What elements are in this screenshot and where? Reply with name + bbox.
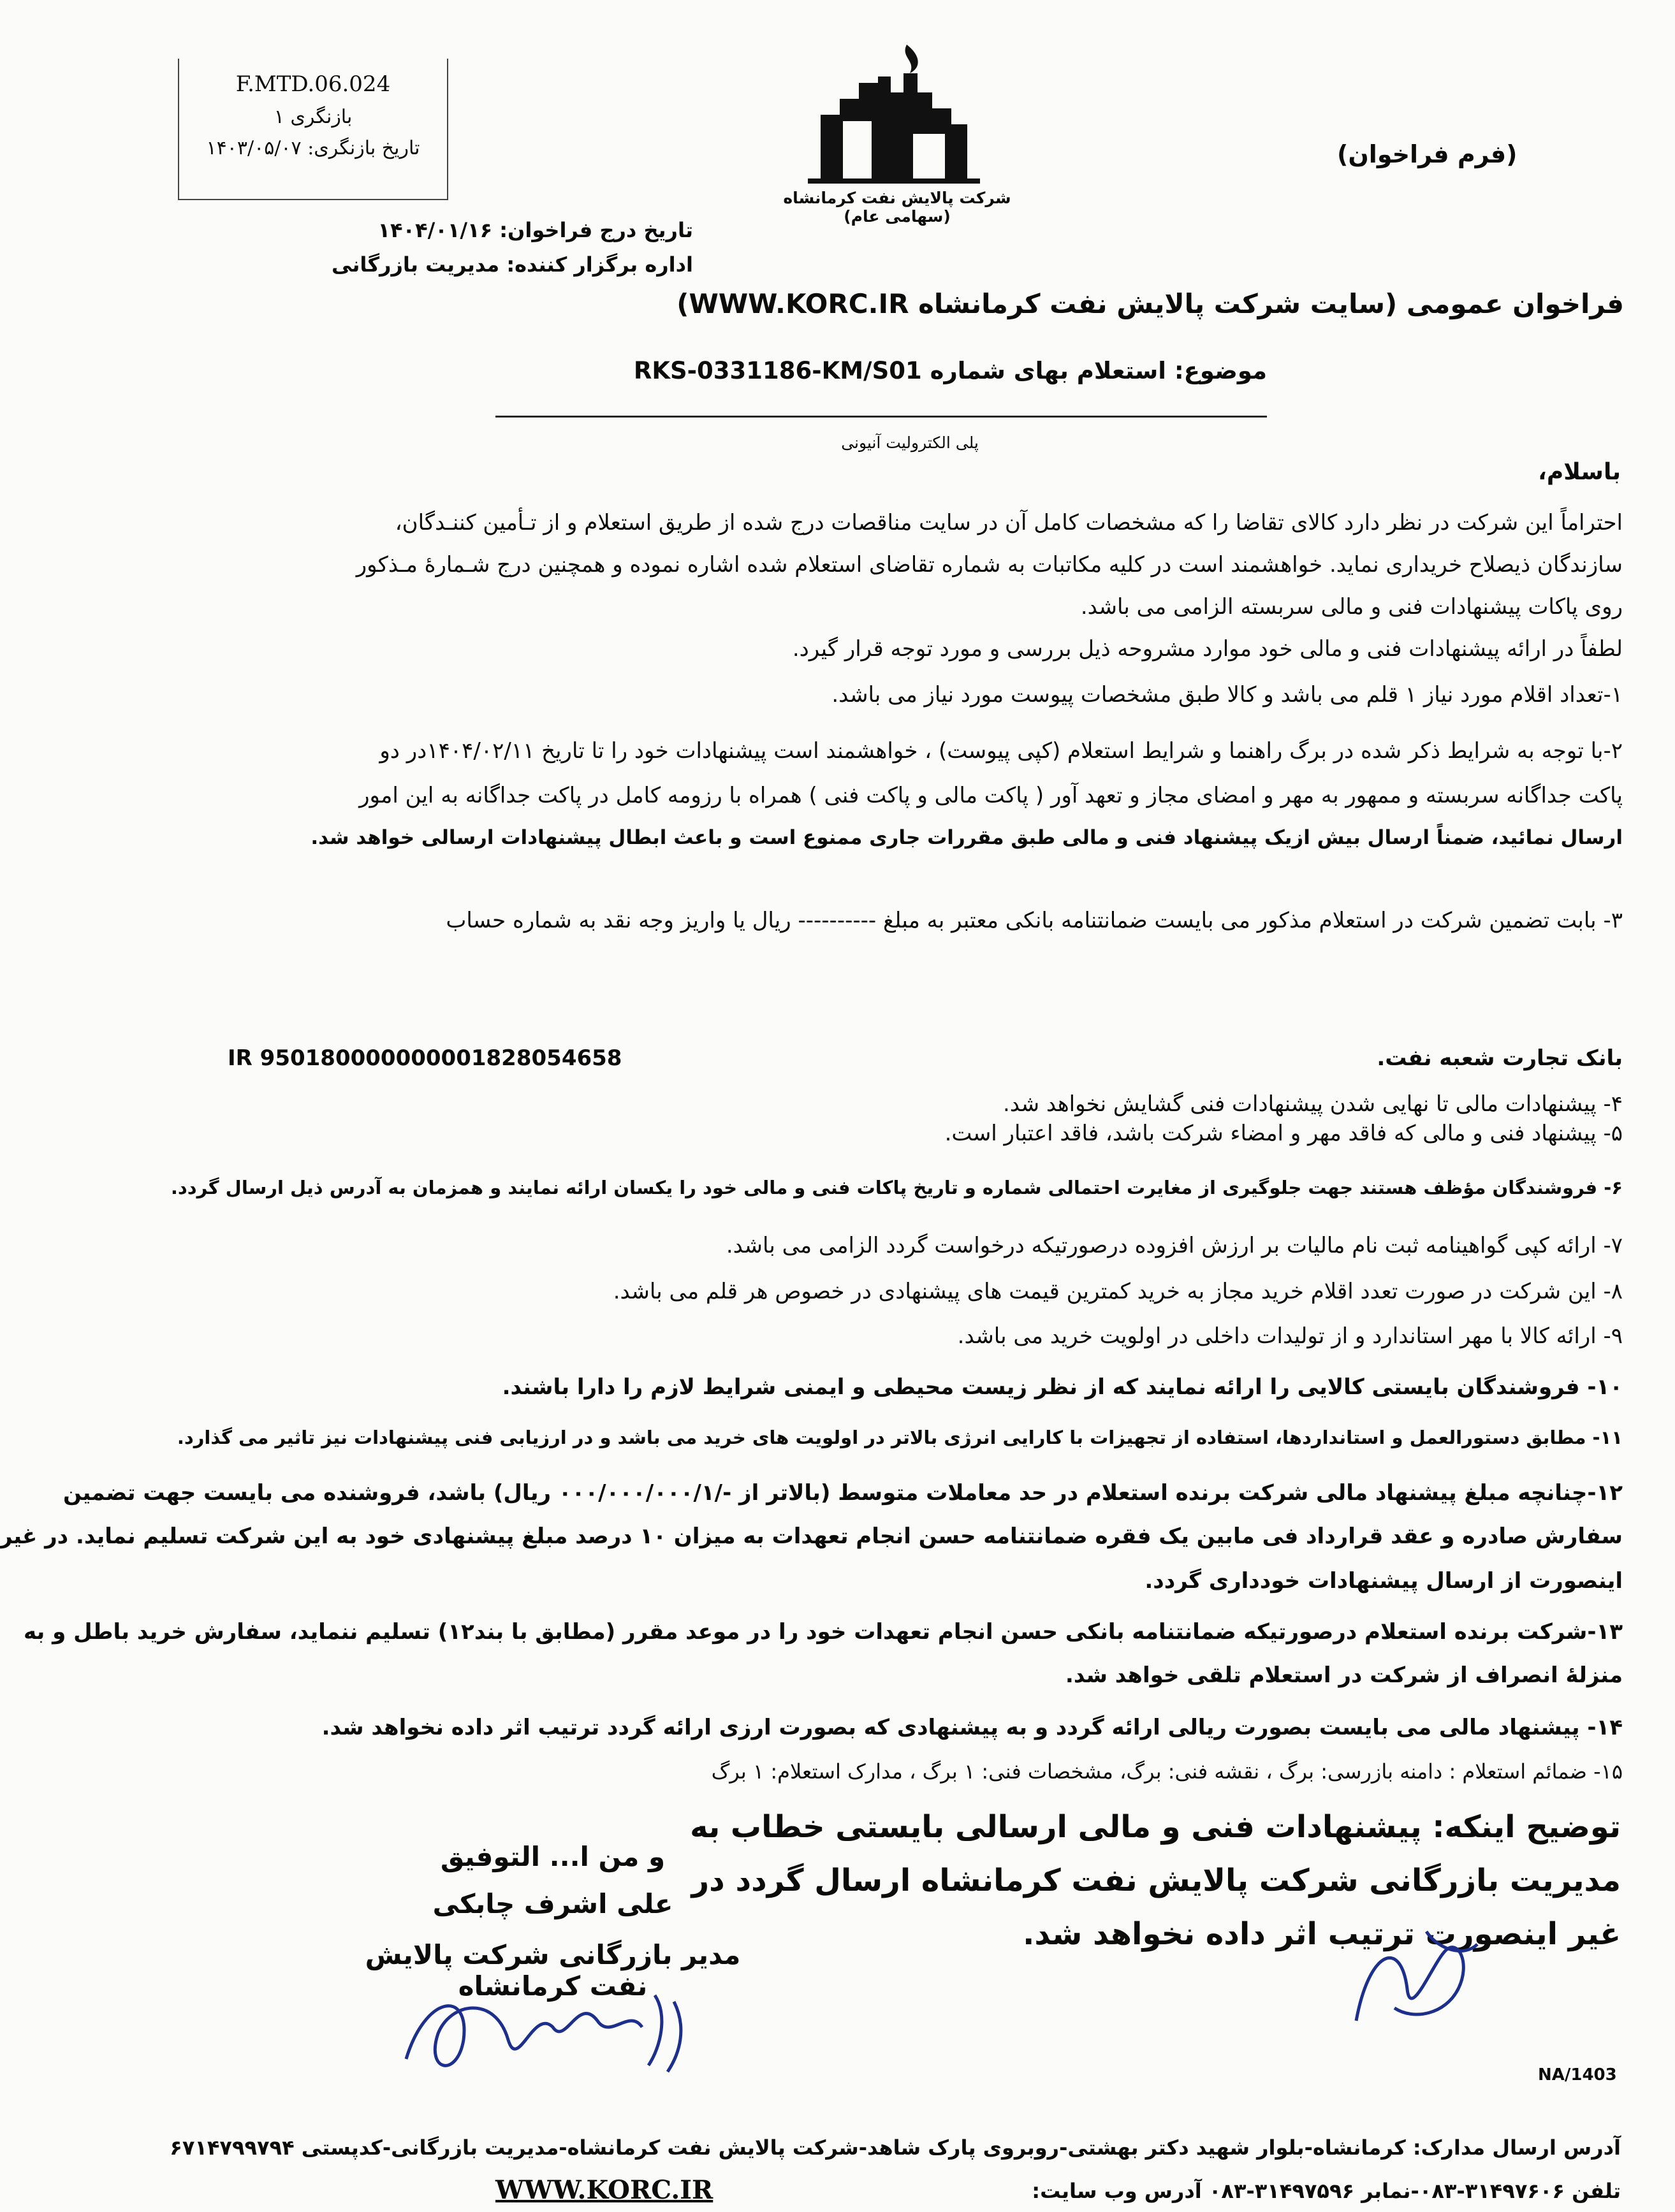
condition-item: ۵- پیشنهاد فنی و مالی که فاقد مهر و امضاء شرکت باشد، فاقد اعتبار است. (944, 1121, 1623, 1146)
condition-item: منزلۀ انصراف از شرکت در استعلام تلقی خواهد شد. (1065, 1663, 1623, 1688)
condition-item: ۷- ارائه کپی گواهینامه ثبت نام مالیات بر ارزش افزوده درصورتیکه درخواست گردد الزامی می باشد. (726, 1233, 1623, 1258)
condition-item: ۸- این شرکت در صورت تعدد اقلام خرید مجاز به خرید کمترین قیمت های پیشنهادی در خصوص هر قلم می باشد. (613, 1279, 1623, 1304)
intro-line: روی پاکات پیشنهادات فنی و مالی سربسته الزامی می باشد. (1080, 594, 1623, 620)
condition-item: ۳- بابت تضمین شرکت در استعلام مذکور می بایست ضمانتنامه بانکی معتبر به مبلغ ---------- ریال یا واریز وجه نقد به شماره حساب (446, 908, 1623, 933)
note-line: غیر اینصورت ترتیب اثر داده نخواهد شد. (1023, 1916, 1621, 1952)
condition-item: ۱۳-شرکت برنده استعلام درصورتیکه ضمانتنامه بانکی حسن انجام تعهدات خود را در موعد مقرر (مطابق با بند۱۲) تسلیم ننماید، سفارش خرید باطل و به (23, 1619, 1623, 1645)
revision-box (178, 59, 448, 200)
item-name: پلی الکترولیت آنیونی (841, 433, 979, 452)
closing-phrase: و من ا... التوفیق (440, 1841, 666, 1872)
condition-item: ۱۲-چنانچه مبلغ پیشنهاد مالی شرکت برنده استعلام در حد معاملات متوسط (بالاتر از -/۰۰۰/۰۰۰/۰۰۰/۱ ریال) باشد، فروشنده می بایست جهت تضمین (62, 1480, 1623, 1506)
greeting: باسلام، (1538, 459, 1621, 485)
condition-item: ۴- پیشنهادات مالی تا نهایی شدن پیشنهادات فنی گشایش نخواهد شد. (1002, 1091, 1623, 1117)
company-logo (795, 38, 986, 185)
condition-item: ۱-تعداد اقلام مورد نیاز ۱ قلم می باشد و کالا طبق مشخصات پیوست مورد نیاز می باشد. (831, 682, 1623, 708)
condition-item: ۱۰- فروشندگان بایستی کالایی را ارائه نمایند که از نظر زیست محیطی و ایمنی شرایط لازم را دارا باشند. (502, 1374, 1623, 1400)
condition-item: ۹- ارائه کالا با مهر استاندارد و از تولیدات داخلی در اولویت خرید می باشد. (957, 1323, 1623, 1349)
condition-item: ۱۱- مطابق دستورالعمل و استانداردها، استفاده از تجهیزات با کارایی انرژی بالاتر در اولویت های خرید می باشد و در ارزیابی فنی پیشنهادات نیز تاثیر می گذارد. (177, 1427, 1623, 1448)
form-title: (فرم فراخوان) (1337, 140, 1518, 168)
condition-item: ارسال نمائید، ضمناً ارسال بیش ازیک پیشنهاد فنی و مالی طبق مقررات جاری ممنوع است و باعث ابطال پیشنهادات ارسالی خواهد شد. (311, 826, 1623, 849)
revision-number: بازنگری ۱ (274, 106, 353, 128)
company-name: شرکت پالایش نفت کرمانشاه (سهامی عام) (783, 189, 1011, 226)
condition-item: ۶- فروشندگان مؤظف هستند جهت جلوگیری از مغایرت احتمالی شماره و تاریخ پاکات فنی و مالی خود را یکسان ارائه نمایند و همزمان به آدرس ذیل ارسال گردد. (170, 1177, 1623, 1198)
condition-item: ۲-با توجه به شرایط ذکر شده در برگ راهنما و شرایط استعلام (کپی پیوست) ، خواهشمند است پیشنهادات خود را تا تاریخ ۱۴۰۴/۰۲/۱۱در دو (379, 738, 1623, 764)
phone-fax: تلفن ۳۱۴۹۷۶۰۶-۰۸۳-نمابر ۳۱۴۹۷۵۹۶-۰۸۳ آدرس وب سایت: (1032, 2179, 1621, 2203)
condition-item: بانک تجارت شعبه نفت. (1377, 1045, 1623, 1071)
condition-item: ۱۴- پیشنهاد مالی می بایست بصورت ریالی ارائه گردد و به پیشنهادی که بصورت ارزی ارائه گردد ترتیب اثر داده نخواهد شد. (321, 1715, 1623, 1740)
condition-item: اینصورت از ارسال پیشنهادات خودداری گردد. (1145, 1568, 1623, 1594)
iban-number: IR 950180000000001828054658 (228, 1045, 622, 1071)
signature-image (1337, 1912, 1490, 2046)
page-title: فراخوان عمومی (سایت شرکت پالایش نفت کرمانشاه WWW.KORC.IR) (677, 288, 1624, 319)
revision-date: تاریخ بازنگری: ۱۴۰۳/۰۵/۰۷ (206, 137, 420, 159)
address: آدرس ارسال مدارک: کرمانشاه-بلوار شهید دکتر بهشتی-روبروی پارک شاهد-شرکت پالایش نفت کرمانشاه-مدیریت بازرگانی-کدپستی ۶۷۱۴۷۹۹۷۹۴ (170, 2136, 1621, 2160)
website-link[interactable]: WWW.KORC.IR (495, 2175, 713, 2205)
subject: موضوع: استعلام بهای شماره RKS-0331186-KM/S01 (633, 357, 1267, 384)
note-line: مدیریت بازرگانی شرکت پالایش نفت کرمانشاه ارسال گردد در (691, 1863, 1621, 1898)
intro-line: سازندگان ذیصلاح خریداری نماید. خواهشمند است در کلیه مکاتبات به شماره تقاضای استعلام شده اشاره نموده و همچنین درج شـمارۀ مـذکور (356, 552, 1623, 578)
organizer: اداره برگزار کننده: مدیریت بازرگانی (332, 252, 693, 277)
signer-name: علی اشرف چابکی (432, 1888, 673, 1919)
subject-underline (495, 416, 1267, 418)
condition-item: ۱۵- ضمائم استعلام : دامنه بازرسی: برگ ، نقشه فنی: برگ، مشخصات فنی: ۱ برگ ، مدارک استعلام: ۱ برگ (711, 1759, 1623, 1784)
na-code: NA/1403 (1538, 2065, 1617, 2085)
announcement-date: تاریخ درج فراخوان: ۱۴۰۴/۰۱/۱۶ (377, 218, 693, 242)
intro-line: احتراماً این شرکت در نظر دارد کالای تقاضا را که مشخصات کامل آن در سایت مناقصات درج شده از طریق استعلام و از تـأمین کننـدگان، (395, 510, 1623, 535)
form-code: F.MTD.06.024 (235, 71, 391, 97)
condition-item: پاکت جداگانه سربسته و ممهور به مهر و امضای مجاز و تعهد آور ( پاکت مالی و پاکت فنی ) همراه با رزومه کامل در پاکت جداگانه به این امور (359, 783, 1623, 808)
condition-item: سفارش صادره و عقد قرارداد فی مابین یک فقره ضمانتنامه حسن انجام تعهدات به میزان ۱۰ درصد مبلغ پیشنهادی خود به این شرکت تسلیم نماید. در غیر (0, 1524, 1623, 1549)
signer-title: مدیر بازرگانی شرکت پالایش نفت کرمانشاه (365, 1939, 741, 2002)
intro-line: لطفاً در ارائه پیشنهادات فنی و مالی خود موارد مشروحه ذیل بررسی و مورد توجه قرار گیرد. (792, 636, 1623, 662)
note-line: توضیح اینکه: پیشنهادات فنی و مالی ارسالی بایستی خطاب به (690, 1809, 1621, 1845)
signature-image (387, 1970, 731, 2091)
